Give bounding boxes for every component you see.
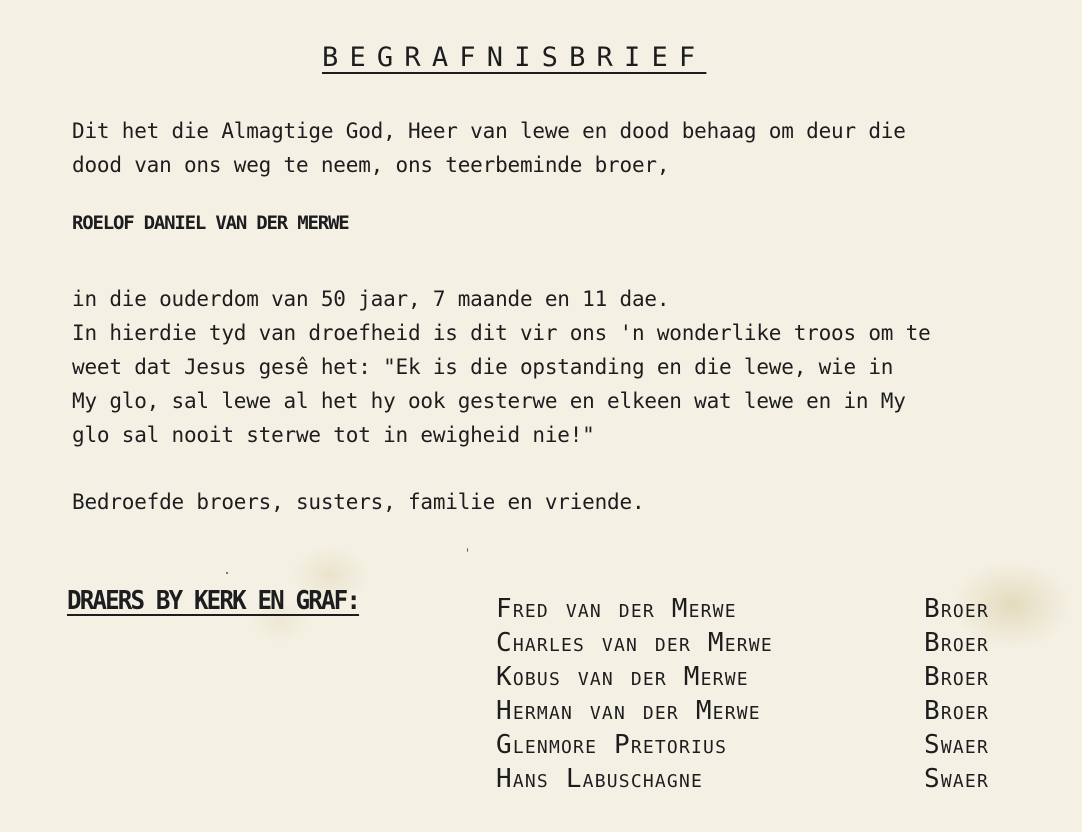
- bearer-relation: Broer: [924, 696, 990, 726]
- bearer-relation: Broer: [924, 662, 990, 692]
- bearer-relation: Broer: [924, 628, 990, 658]
- intro-line: dood van ons weg te neem, ons teerbeminde broer,: [72, 153, 670, 177]
- bearer-row: [496, 594, 1016, 628]
- body-line: glo sal nooit sterwe tot in ewigheid nie!": [72, 423, 595, 447]
- bearer-name: Fred van der Merwe: [496, 594, 737, 624]
- bearer-name: Charles van der Merwe: [496, 628, 773, 658]
- bearer-name: Kobus van der Merwe: [496, 662, 749, 692]
- bearer-row: [496, 628, 1016, 662]
- body-line: My glo, sal lewe al het hy ook gesterwe en elkeen wat lewe en in My: [72, 389, 906, 413]
- paper-speck: [226, 572, 228, 574]
- body-line: weet dat Jesus gesê het: "Ek is die opstanding en die lewe, wie in: [72, 355, 894, 379]
- bearer-name: Glenmore Pretorius: [496, 730, 728, 760]
- bearer-relation: Broer: [924, 594, 990, 624]
- body-paragraph: [72, 282, 931, 452]
- bearer-relation: Swaer: [924, 730, 990, 760]
- bearer-relation: Swaer: [924, 764, 990, 794]
- bearer-row: [496, 730, 1016, 764]
- bearer-row: [496, 696, 1016, 730]
- deceased-name: ROELOF DANIEL VAN DER MERWE: [72, 212, 349, 234]
- mourners-line: Bedroefde broers, susters, familie en vriende.: [72, 490, 645, 514]
- bearer-name: Herman van der Merwe: [496, 696, 761, 726]
- body-line: In hierdie tyd van droefheid is dit vir ons 'n wonderlike troos om te: [72, 321, 931, 345]
- bearer-row: [496, 764, 1016, 798]
- body-line: in die ouderdom van 50 jaar, 7 maande en 11 dae.: [72, 287, 670, 311]
- letter-title: BEGRAFNISBRIEF: [322, 42, 707, 73]
- bearers-heading: DRAERS BY KERK EN GRAF:: [67, 586, 360, 616]
- bearers-list: [496, 594, 1016, 798]
- bearer-row: [496, 662, 1016, 696]
- bearer-name: Hans Labuschagne: [496, 764, 704, 794]
- intro-line: Dit het die Almagtige God, Heer van lewe en dood behaag om deur die: [72, 119, 906, 143]
- paper-speck: [467, 548, 468, 552]
- intro-paragraph: [72, 114, 906, 182]
